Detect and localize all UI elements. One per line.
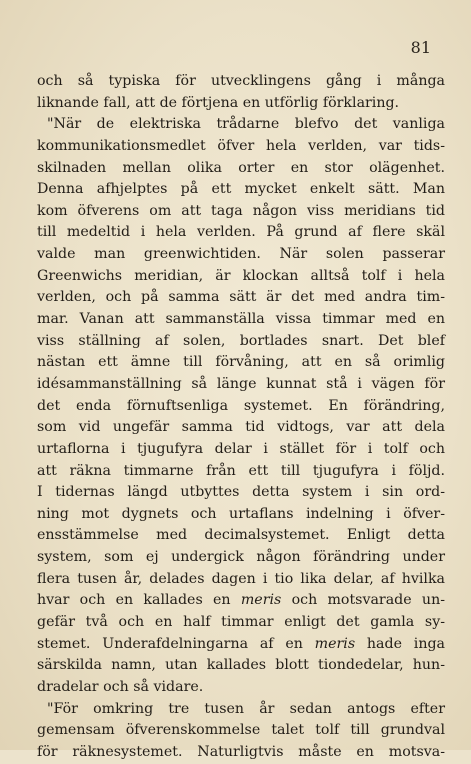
text-line: gemensam öfverenskommelse talet tolf till grundval — [37, 722, 445, 739]
text-line: liknande fall, att de förtjena en utförlig förklaring. — [37, 94, 400, 111]
text-line: urtaflorna i tjugufyra delar i stället för i tolf och — [37, 440, 445, 457]
text-line: valde man greenwichtiden. När solen passerar — [37, 246, 445, 263]
text-line: viss ställning af solen, bortlades snart. Det blef — [37, 332, 445, 349]
italic-term: meris — [314, 635, 356, 652]
text-line: "När de elektriska trådarne blefvo det vanliga — [47, 116, 445, 133]
text-line: ning mot dygnets och urtaflans indelning i öfver- — [37, 505, 445, 522]
text-line — [37, 634, 445, 656]
body-text — [37, 71, 445, 764]
text-line: ensstämmelse med decimalsystemet. Enligt detta — [37, 527, 445, 544]
text-line: för räknesystemet. Naturligtvis måste en motsva- — [37, 743, 445, 760]
text-line: kommunikationsmedlet öfver hela verlden, var tids- — [37, 137, 445, 154]
text-line: flera tusen år, delades dagen i tio lika delar, af hvilka — [37, 570, 445, 587]
text-line — [37, 590, 445, 612]
text-line: och så typiska för utvecklingens gång i många — [37, 73, 445, 89]
text-line: idésammanställning så länge kunnat stå i vägen för — [37, 375, 445, 392]
italic-term: meris — [240, 592, 282, 609]
text-segment: hade inga — [355, 635, 446, 652]
text-segment: och motsvarade un- — [281, 592, 445, 609]
text-line: skilnaden mellan olika orter en stor olägenhet. — [37, 159, 445, 176]
text-line: mar. Vanan att sammanställa vissa timmar med en — [37, 311, 445, 328]
text-line: gefär två och en half timmar enligt det gamla sy- — [37, 614, 445, 631]
text-line: Denna afhjelptes på ett mycket enkelt sätt. Man — [37, 181, 445, 198]
text-segment: hvar och en kallades en — [37, 592, 241, 609]
text-line: "För omkring tre tusen år sedan antogs efter — [47, 700, 445, 717]
text-line: Greenwichs meridian, är klockan alltså tolf i hela — [37, 267, 445, 284]
text-line: att räkna timmarne från ett till tjugufyra i följd. — [37, 462, 445, 479]
text-line: system, som ej undergick någon förändring under — [37, 549, 445, 566]
text-line: kom öfverens om att taga någon viss meridians tid — [37, 202, 445, 219]
text-line: det enda förnuftsenliga systemet. En förändring, — [37, 397, 445, 414]
text-segment: stemet. Underafdelningarna af en — [37, 635, 315, 652]
text-line: till medeltid i hela verlden. På grund af flere skäl — [37, 224, 445, 241]
text-line: som vid ungefär samma tid vidtogs, var att dela — [37, 419, 445, 436]
text-line: I tidernas längd utbyttes detta system i sin ord- — [37, 484, 445, 501]
text-line: nästan ett ämne till förvåning, att en så orimlig — [37, 354, 445, 371]
text-line: verlden, och på samma sätt är det med andra tim- — [37, 289, 445, 306]
text-line: särskilda namn, utan kallades blott tiondedelar, hun- — [37, 657, 445, 674]
text-line: dradelar och så vidare. — [37, 678, 204, 695]
page-number: 81 — [410, 38, 431, 57]
